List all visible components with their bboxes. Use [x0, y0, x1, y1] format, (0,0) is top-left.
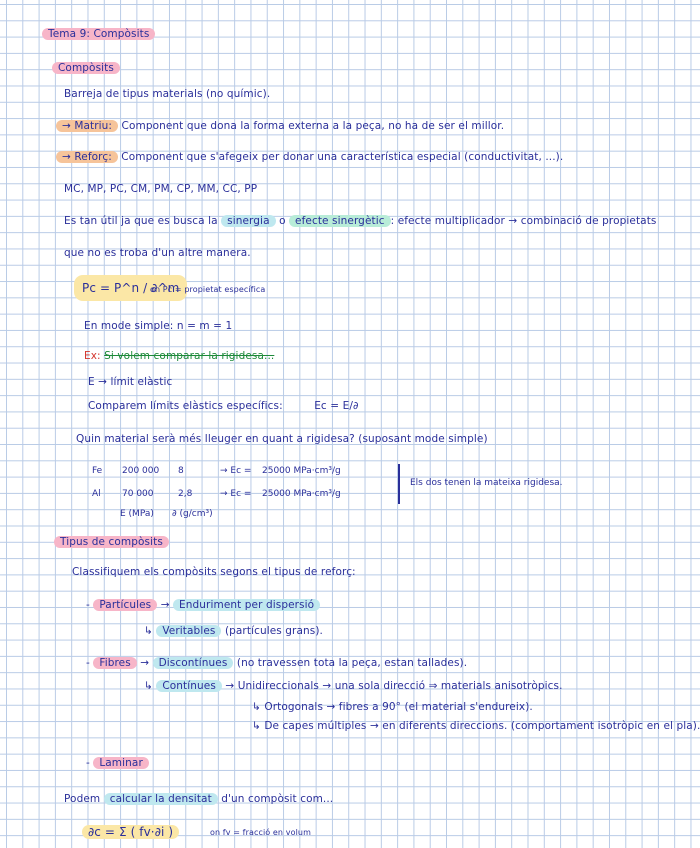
compare-line: Comparem límits elàstics específics: Ec = E/∂: [88, 400, 359, 412]
laminar-line: - Laminar: [86, 757, 149, 769]
sinergia-continuation: que no es troba d'un altre manera.: [64, 247, 251, 259]
page-title: Tema 9: Compòsits: [42, 28, 155, 40]
particules-line: - Partícules → Enduriment per dispersió: [86, 599, 320, 611]
simple-mode-line: En mode simple: n = m = 1: [84, 320, 233, 332]
table-note: Els dos tenen la mateixa rigidesa.: [410, 478, 563, 488]
reforc-line: → Reforç: Component que s'afegeix per donar una característica especial (conductivitat, ...).: [56, 151, 563, 163]
table-cell: 2,8: [178, 489, 193, 499]
section-heading-composits: Compòsits: [52, 62, 120, 74]
question-line: Quin material serà més lleuger en quant a rigidesa? (suposant mode simple): [76, 433, 488, 445]
table-cell: 8: [178, 466, 184, 476]
table-cell: Al: [92, 489, 101, 499]
specific-property-formula: Pc = P^n / ∂^m: [74, 281, 187, 295]
classify-line: Classifiquem els compòsits segons el tipus de reforç:: [72, 566, 356, 578]
section-heading-tipus: Tipus de compòsits: [54, 536, 169, 548]
table-cell: 25000 MPa·cm³/g: [262, 466, 341, 476]
particules-sub: ↳ Veritables (partícules grans).: [144, 625, 323, 637]
density-line: Podem calcular la densitat d'un compòsit com...: [64, 793, 334, 805]
bracket: [398, 464, 400, 504]
abbreviations-line: MC, MP, PC, CM, PM, CP, MM, CC, PP: [64, 183, 258, 195]
table-cell: 70 000: [122, 489, 154, 499]
example-line: Ex: Si volem comparar la rigidesa...: [84, 350, 275, 362]
table-header: E (MPa): [120, 509, 154, 519]
density-formula: ∂c = Σ ( fv·∂i ): [82, 825, 179, 839]
fibres-capes: ↳ De capes múltiples → en diferents direccions. (comportament isotròpic en el pla).: [252, 720, 700, 732]
sinergia-line: Es tan útil ja que es busca la sinergia o efecte sinergètic : efecte multiplicador → combinació de propietats: [64, 215, 657, 227]
density-note: on fv = fracció en volum: [210, 828, 311, 837]
matriu-line: → Matriu: Component que dona la forma externa a la peça, no ha de ser el millor.: [56, 120, 504, 132]
table-cell: Fe: [92, 466, 103, 476]
table-header: ∂ (g/cm³): [172, 509, 213, 519]
table-cell: 25000 MPa·cm³/g: [262, 489, 341, 499]
fibres-line: - Fibres → Discontínues (no travessen tota la peça, estan tallades).: [86, 657, 468, 669]
definition-line: Barreja de tipus materials (no químic).: [64, 88, 271, 100]
elastic-limit-line: E → límit elàstic: [88, 376, 173, 388]
table-cell: → Ec =: [220, 466, 252, 476]
table-cell: → Ec =: [220, 489, 252, 499]
fibres-ortogonals: ↳ Ortogonals → fibres a 90° (el material s'endureix).: [252, 701, 533, 713]
table-cell: 200 000: [122, 466, 160, 476]
formula-note: on Pc = propietat específica: [150, 285, 266, 294]
fibres-continues: ↳ Contínues → Unidireccionals → una sola direcció ⇒ materials anisotròpics.: [144, 680, 563, 692]
